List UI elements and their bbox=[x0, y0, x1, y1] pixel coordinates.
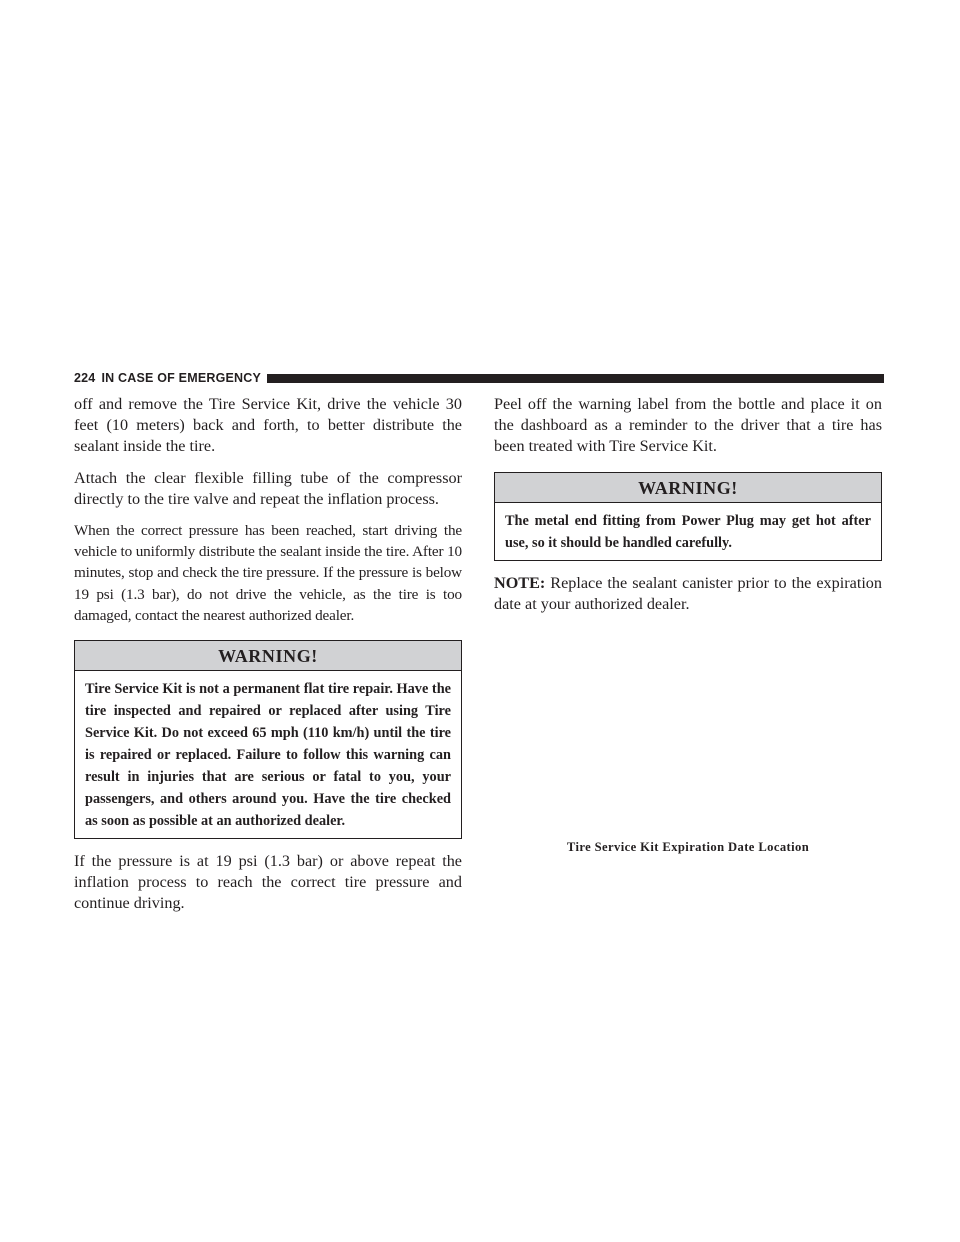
right-column bbox=[494, 394, 882, 625]
section-title: IN CASE OF EMERGENCY bbox=[101, 371, 262, 385]
page-number: 224 bbox=[74, 371, 96, 385]
paragraph-remove-kit: off and remove the Tire Service Kit, drive the vehicle 30 feet (10 meters) back and forth, to better distribute the sealant inside the tire. bbox=[74, 395, 462, 456]
paragraph-warning-label: Peel off the warning label from the bottle and place it on the dashboard as a reminder to the driver that a tire has been treated with Tire Service Kit. bbox=[494, 395, 882, 456]
figure-image-area bbox=[494, 608, 882, 836]
paragraph-continue-driving: If the pressure is at 19 psi (1.3 bar) or above repeat the inflation process to reach the correct tire pressure and continue driving. bbox=[74, 852, 462, 913]
paragraph-correct-pressure: When the correct pressure has been reached, start driving the vehicle to uniformly distribute the sealant inside the tire. After 10 minutes, stop and check the tire pressure. If the pressure is below 19 psi (1.3 bar), do not drive the vehicle, as the tire is too damaged, contact the nearest authorized dealer. bbox=[74, 522, 462, 624]
header-rule bbox=[267, 374, 884, 383]
left-column bbox=[74, 394, 462, 925]
warning-box-hot-fitting bbox=[494, 472, 882, 561]
paragraph-attach-tube: Attach the clear flexible filling tube of the compressor directly to the tire valve and repeat the inflation process. bbox=[74, 468, 462, 508]
warning-box-permanent-repair bbox=[74, 640, 462, 839]
warning-text: The metal end fitting from Power Plug may get hot after use, so it should be handled carefully. bbox=[505, 512, 871, 551]
warning-title: WARNING! bbox=[495, 473, 881, 503]
note-label: NOTE: bbox=[494, 573, 546, 592]
figure-caption: Tire Service Kit Expiration Date Location bbox=[566, 840, 810, 854]
note-text: Replace the sealant canister prior to the expiration date at your authorized dealer. bbox=[494, 573, 882, 613]
warning-text: Tire Service Kit is not a permanent flat tire repair. Have the tire inspected and repaired or replaced after using Tire Service Kit. Do not exceed 65 mph (110 km/h) until the tire is repaired or replaced. Failure to follow this warning can result in injuries that are serious or fatal to you, your passengers, and others around you. Have the tire checked as soon as possible at an authorized dealer. bbox=[85, 681, 451, 830]
page-header bbox=[74, 370, 884, 386]
warning-title: WARNING! bbox=[75, 641, 461, 671]
